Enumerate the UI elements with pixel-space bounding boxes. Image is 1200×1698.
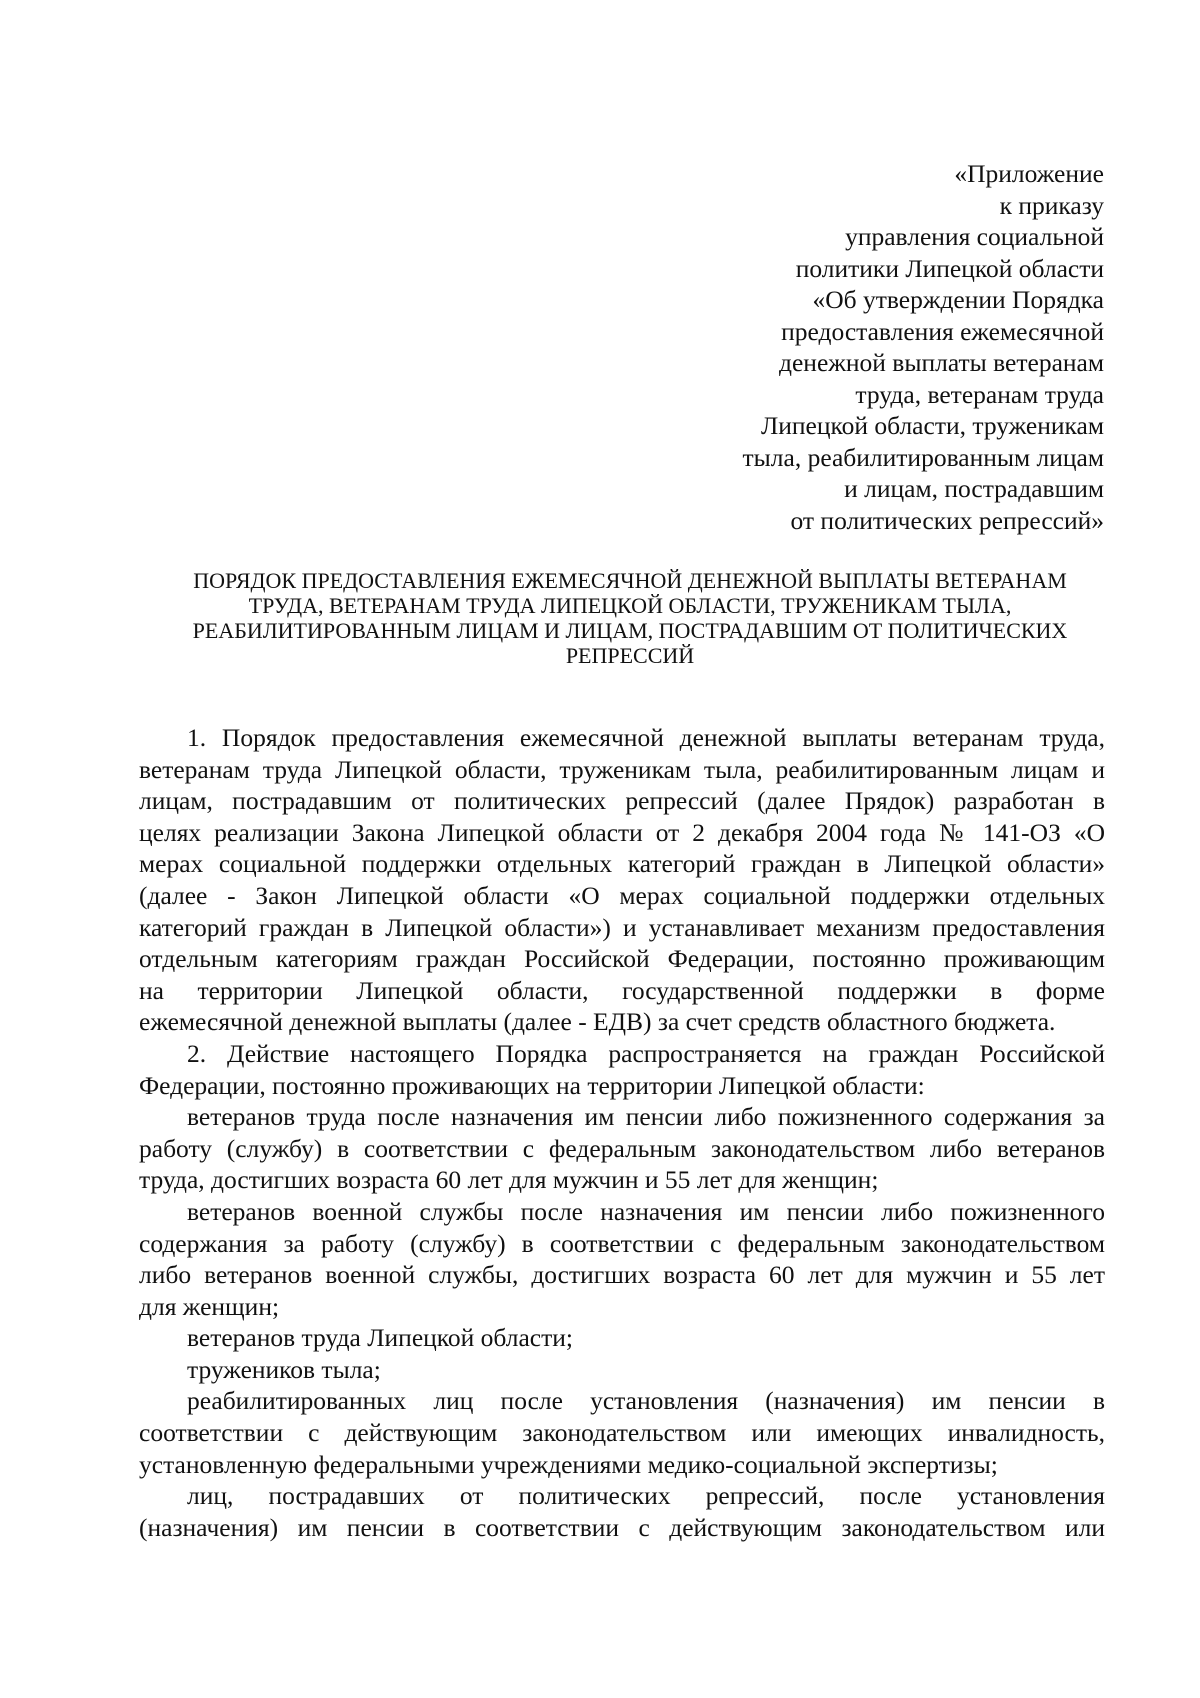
title-line: ПОРЯДОК ПРЕДОСТАВЛЕНИЯ ЕЖЕМЕСЯЧНОЙ ДЕНЕЖНОЙ ВЫПЛАТЫ ВЕТЕРАНАМ [193,568,1067,593]
text-line: лиц, пострадавших от политических репрессий, после установления [187,1481,1105,1511]
appendix-line: и лицам, пострадавшим [844,474,1104,503]
text-line: соответствии с действующим законодательством или имеющих инвалидность, [139,1418,1105,1448]
text-line: реабилитированных лиц после установления (назначения) им пенсии в [187,1386,1105,1416]
text-line: работу (службу) в соответствии с федеральным законодательством либо ветеранов [139,1133,1105,1163]
text-line: 1. Порядок предоставления ежемесячной денежной выплаты ветеранам труда, [187,723,1105,752]
list-item-repression-victims [139,1480,1105,1543]
text-line: ветеранам труда Липецкой области, труженикам тыла, реабилитированным лицам и [139,754,1105,784]
text-line: целях реализации Закона Липецкой области от 2 декабря 2004 года № 141-ОЗ «О [139,817,1105,847]
text-line: ветеранов труда Липецкой области; [187,1323,573,1353]
text-line: либо ветеранов военной службы, достигших возраста 60 лет для мужчин и 55 лет [139,1260,1105,1290]
appendix-line: «Приложение [954,159,1104,188]
list-item-home-front-workers [139,1354,1105,1386]
text-line: отдельным категориям граждан Российской Федерации, постоянно проживающим [139,944,1105,974]
list-item-rehabilitated-persons [139,1385,1105,1480]
list-item-labor-veterans [139,1101,1105,1196]
appendix-line: Липецкой области, труженикам [760,411,1104,440]
paragraph-1 [139,722,1105,1038]
text-line: мерах социальной поддержки отдельных категорий граждан в Липецкой области» [139,849,1105,879]
text-line: (далее - Закон Липецкой области «О мерах социальной поддержки отдельных [139,880,1105,910]
appendix-header [600,158,1104,536]
document-body [139,722,1105,1543]
text-line: на территории Липецкой области, государственной поддержки в форме [139,975,1105,1005]
document-title [150,568,1110,668]
appendix-line: тыла, реабилитированным лицам [742,442,1104,472]
text-line: (назначения) им пенсии в соответствии с действующим законодательством или [139,1512,1105,1542]
text-line: категорий граждан в Липецкой области») и устанавливает механизм предоставления [139,912,1105,942]
text-line: ветеранов труда после назначения им пенсии либо пожизненного содержания за [187,1102,1105,1132]
text-line: ветеранов военной службы после назначения им пенсии либо пожизненного [187,1196,1105,1226]
appendix-line: «Об утверждении Порядка [812,285,1104,314]
title-line: ТРУДА, ВЕТЕРАНАМ ТРУДА ЛИПЕЦКОЙ ОБЛАСТИ, ТРУЖЕНИКАМ ТЫЛА, [248,593,1012,618]
text-line: 2. Действие настоящего Порядка распространяется на граждан Российской [187,1038,1105,1068]
text-line: для женщин; [139,1291,280,1321]
text-line: лицам, пострадавшим от политических репрессий (далее Прядок) разработан в [139,786,1105,816]
text-line: тружеников тыла; [187,1354,381,1384]
list-item-lipetsk-labor-veterans [139,1322,1105,1354]
appendix-line: к приказу [999,190,1104,220]
appendix-line: управления социальной [845,222,1104,251]
appendix-line: предоставления ежемесячной [781,316,1104,346]
text-line: Федерации, постоянно проживающих на территории Липецкой области: [139,1070,925,1100]
appendix-line: политики Липецкой области [795,253,1104,283]
title-line: РЕАБИЛИТИРОВАННЫМ ЛИЦАМ И ЛИЦАМ, ПОСТРАДАВШИМ ОТ ПОЛИТИЧЕСКИХ [192,618,1068,643]
text-line: труда, достигших возраста 60 лет для мужчин и 55 лет для женщин; [139,1165,879,1195]
paragraph-2 [139,1038,1105,1101]
list-item-military-veterans [139,1196,1105,1322]
appendix-line: труда, ветеранам труда [855,379,1104,409]
appendix-line: денежной выплаты ветеранам [779,348,1104,377]
appendix-line: от политических репрессий» [790,505,1104,535]
title-line: РЕПРЕССИЙ [565,643,695,668]
text-line: установленную федеральными учреждениями медико-социальной экспертизы; [139,1449,998,1479]
text-line: содержания за работу (службу) в соответствии с федеральным законодательством [139,1228,1105,1258]
text-line: ежемесячной денежной выплаты (далее - ЕДВ) за счет средств областного бюджета. [139,1007,1056,1037]
